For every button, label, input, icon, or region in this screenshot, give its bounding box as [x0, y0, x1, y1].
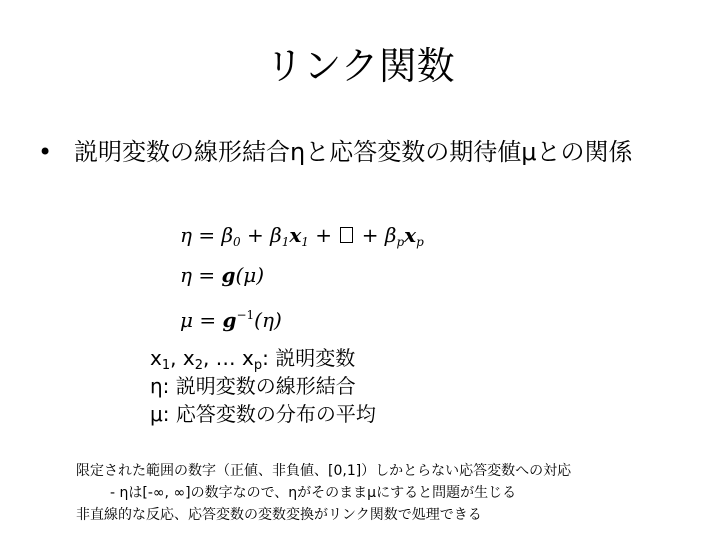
formula-symbol: x: [289, 223, 302, 247]
formula-symbol: (μ): [235, 263, 265, 287]
formula-subscript: p: [396, 235, 405, 249]
definition-subscript: 1: [161, 358, 171, 373]
formula-subscript: 1: [281, 235, 290, 249]
note-line-2: - ηは[-∞, ∞]の数字なので、ηがそのままμにすると問題が生じる: [110, 485, 517, 501]
definition-text: : 説明変数: [262, 346, 356, 370]
notes-block: [76, 460, 706, 526]
formula-symbol: +: [355, 223, 385, 247]
formula-symbol: =: [191, 223, 222, 247]
definition-text: x: [150, 346, 162, 370]
formula-symbol: η: [180, 263, 192, 287]
formula-symbol: g: [221, 263, 236, 287]
formula-symbol: β: [384, 223, 397, 247]
definition-text: , … x: [202, 346, 254, 370]
definition-subscript: 2: [194, 358, 203, 373]
bullet-item: [38, 136, 698, 168]
formula-symbol: η: [180, 223, 192, 247]
note-line-1: 限定された範囲の数字（正値、非負値、[0,1]）しかとらない応答変数への対応: [76, 463, 572, 479]
formula-symbol: =: [191, 263, 222, 287]
definition-text: , x: [170, 346, 195, 370]
formula-block: [180, 212, 440, 336]
formula-symbol: μ: [180, 308, 193, 332]
slide-title: リンク関数: [265, 44, 455, 88]
formula-link: [180, 258, 264, 292]
formula-subscript: 1: [301, 235, 309, 249]
formula-symbol: =: [193, 308, 223, 332]
definition-list: [150, 344, 670, 428]
formula-superscript: −1: [236, 308, 255, 322]
formula-symbol: β: [270, 223, 282, 247]
definition-mu: μ: 応答変数の分布の平均: [150, 402, 376, 426]
formula-subscript: p: [416, 235, 424, 249]
definition-eta: η: 説明変数の線形結合: [150, 374, 356, 398]
formula-symbol: β: [221, 223, 234, 247]
formula-symbol: +: [240, 223, 271, 247]
formula-symbol: g: [222, 308, 237, 332]
bullet-text: 説明変数の線形結合ηと応答変数の期待値μとの関係: [74, 138, 633, 166]
bullet-marker: •: [38, 138, 53, 166]
formula-symbol: (η): [254, 308, 282, 332]
formula-subscript: 0: [233, 235, 241, 249]
note-line-3: 非直線的な反応、応答変数の変数変換がリンク関数で処理できる: [76, 507, 482, 523]
missing-glyph-box: [340, 227, 353, 243]
formula-linear-predictor: [180, 218, 424, 252]
definition-explanatory: [150, 344, 670, 372]
formula-inverse-link: [180, 298, 282, 332]
definition-subscript: p: [253, 358, 263, 373]
formula-symbol: +: [308, 223, 339, 247]
formula-symbol: x: [404, 223, 417, 247]
